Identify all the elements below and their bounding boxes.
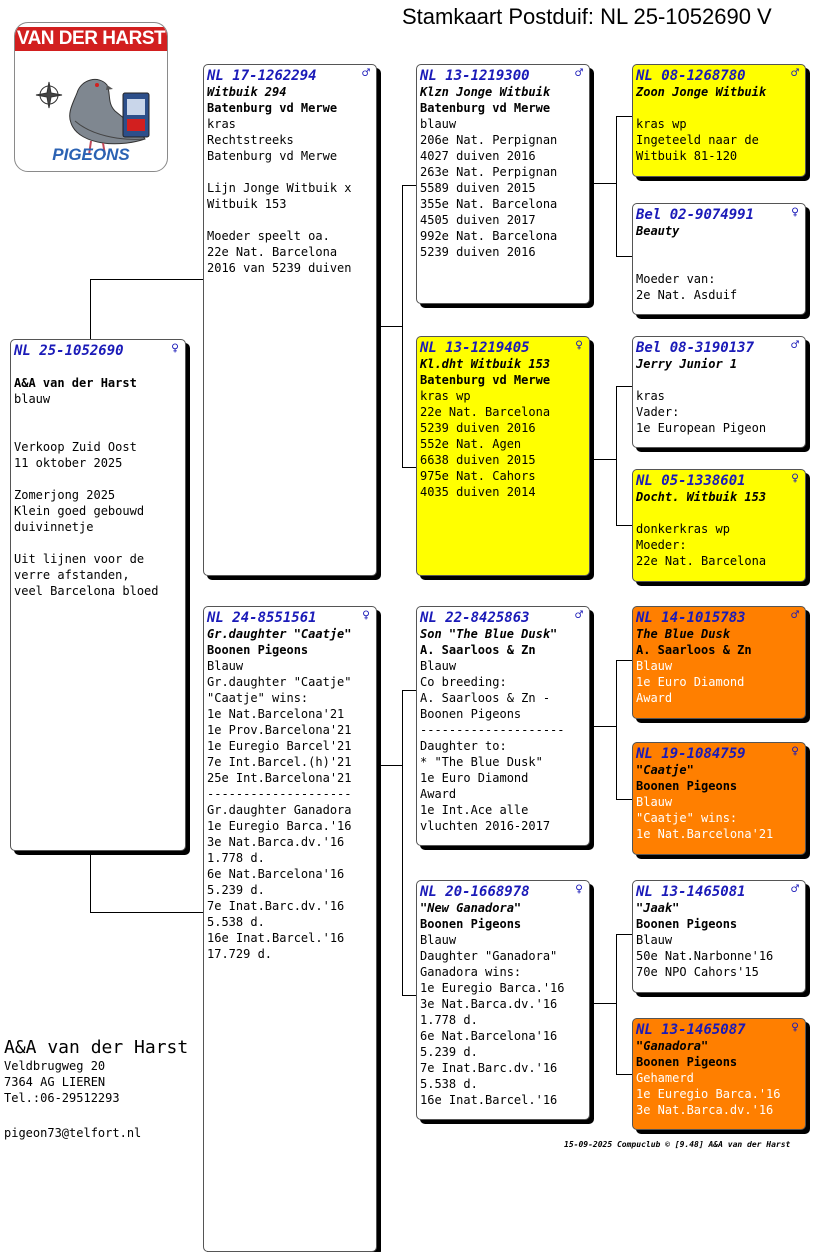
pigeon-info-line: 4027 duiven 2016 xyxy=(420,149,536,163)
pigeon-info-line: * "The Blue Dusk" xyxy=(420,755,543,769)
pigeon-name: Zoon Jonge Witbuik xyxy=(636,85,767,99)
pigeon-info-line: 4035 duiven 2014 xyxy=(420,485,536,499)
pigeon-info-line: Boonen Pigeons xyxy=(420,707,522,721)
pigeon-info-line: Witbuik 153 xyxy=(207,197,287,211)
pigeon-card-sds xyxy=(632,336,806,448)
connector-line xyxy=(90,912,204,913)
pigeon-info-line: Daughter to: xyxy=(420,739,507,753)
country-code: Bel xyxy=(636,207,662,223)
pigeon-info-line: 1e Euro Diamond xyxy=(636,675,745,689)
connector-line xyxy=(402,690,416,691)
pigeon-info-line: A. Saarloos & Zn - xyxy=(420,691,551,705)
owner-phone: Tel.:06-29512293 xyxy=(4,1091,120,1105)
sex-icon: ♀ xyxy=(171,341,179,356)
connector-line xyxy=(402,185,403,467)
breeder-name: A&A van der Harst xyxy=(14,376,137,390)
pigeon-name: The Blue Dusk xyxy=(636,627,730,641)
pigeon-info-line: Moeder van: xyxy=(636,272,716,286)
sex-icon: ♂ xyxy=(362,66,370,81)
pigeon-info-line: Batenburg vd Merwe xyxy=(207,149,338,163)
pigeon-card-sd xyxy=(416,336,590,576)
pigeon-info-line: 5.239 d. xyxy=(207,883,265,897)
connector-line xyxy=(376,765,402,766)
pigeon-info-line: Blauw xyxy=(420,659,457,673)
pigeon-info-line xyxy=(636,255,801,271)
sex-icon: ♂ xyxy=(791,66,799,81)
sex-icon: ♂ xyxy=(791,338,799,353)
ring-number: 02-9074991 xyxy=(669,207,755,223)
pigeon-ring xyxy=(636,473,801,489)
pigeon-ring xyxy=(636,610,801,626)
logo-bottom-text: PIGEONS xyxy=(52,145,130,164)
country-code: NL xyxy=(207,610,224,626)
pigeon-info-line xyxy=(14,359,181,375)
pigeon-info-line: Ingeteeld naar de xyxy=(636,133,759,147)
pigeon-info-line: 2e Nat. Asduif xyxy=(636,288,738,302)
pigeon-card-sss xyxy=(632,64,806,177)
pigeon-info-line: duivinnetje xyxy=(14,520,94,534)
country-code: NL xyxy=(420,884,437,900)
ring-number: 19-1084759 xyxy=(661,746,746,762)
logo-top-text: VAN DER HARST xyxy=(16,28,166,49)
pigeon-ring xyxy=(420,340,585,356)
pigeon-info-line: Uit lijnen voor de xyxy=(14,552,145,566)
pigeon-card-dss xyxy=(632,606,806,719)
country-code: NL xyxy=(420,68,437,84)
pigeon-ring xyxy=(420,884,585,900)
connector-line xyxy=(402,185,416,186)
pigeon-ring xyxy=(207,610,372,626)
ring-number: 17-1262294 xyxy=(232,68,317,84)
connector-line xyxy=(616,386,632,387)
pigeon-info-line: 7e Inat.Barc.dv.'16 xyxy=(207,899,345,913)
pigeon-info-line: 1e Nat.Barcelona'21 xyxy=(207,707,345,721)
pigeon-ring xyxy=(420,610,585,626)
pigeon-info-line: 3e Nat.Barca.dv.'16 xyxy=(207,835,345,849)
pigeon-info-line: -------------------- xyxy=(420,723,565,737)
breeder-name: Boonen Pigeons xyxy=(207,643,309,657)
pigeon-name: Docht. Witbuik 153 xyxy=(636,490,767,504)
pigeon-info-line xyxy=(14,423,181,439)
pigeon-info-line: 17.729 d. xyxy=(207,947,273,961)
pigeon-info-line: 16e Inat.Barcel.'16 xyxy=(420,1093,558,1107)
owner-email: pigeon73@telfort.nl xyxy=(4,1126,142,1140)
pigeon-info-line: Rechtstreeks xyxy=(207,133,294,147)
pigeon-info-line: Blauw xyxy=(636,795,673,809)
connector-line xyxy=(616,660,632,661)
connector-line xyxy=(90,279,204,280)
pigeon-info-line: 11 oktober 2025 xyxy=(14,456,123,470)
owner-name: A&A van der Harst xyxy=(4,1037,189,1058)
pigeon-info-line: 2016 van 5239 duiven xyxy=(207,261,352,275)
pigeon-info-line: 1.778 d. xyxy=(420,1013,478,1027)
breeder-name: Boonen Pigeons xyxy=(636,917,738,931)
ring-number: 05-1338601 xyxy=(661,473,746,489)
pigeon-info-line: Klein goed gebouwd xyxy=(14,504,145,518)
pigeon-card-ssd xyxy=(632,203,806,315)
ring-number: 25-1052690 xyxy=(39,343,124,359)
pigeon-name: Son "The Blue Dusk" xyxy=(420,627,558,641)
pigeon-info-line: 206e Nat. Perpignan xyxy=(420,133,558,147)
connector-line xyxy=(402,690,403,995)
pigeon-ring xyxy=(636,68,801,84)
pigeon-info-line: Ganadora wins: xyxy=(420,965,522,979)
pigeon-info-line: vluchten 2016-2017 xyxy=(420,819,551,833)
connector-line xyxy=(590,183,616,184)
pigeon-info-line xyxy=(207,212,372,228)
connector-line xyxy=(616,934,632,935)
pigeon-info-line: 6e Nat.Barcelona'16 xyxy=(420,1029,558,1043)
pigeon-card-ss xyxy=(416,64,590,304)
pigeon-info-line: Gehamerd xyxy=(636,1071,694,1085)
pigeon-info-line: 1e Euro Diamond xyxy=(420,771,529,785)
pigeon-ring xyxy=(636,746,801,762)
connector-line xyxy=(616,116,632,117)
pigeon-info-line: 355e Nat. Barcelona xyxy=(420,197,558,211)
pigeon-info-line: 6e Nat.Barcelona'16 xyxy=(207,867,345,881)
ring-number: 13-1219300 xyxy=(445,68,530,84)
connector-line xyxy=(616,799,632,800)
sex-icon: ♂ xyxy=(791,882,799,897)
pigeon-info-line: 1e Euregio Barca.'16 xyxy=(636,1087,781,1101)
pigeon-info-line xyxy=(14,471,181,487)
pigeon-card-ddd xyxy=(632,1018,806,1130)
pigeon-info-line: 1.778 d. xyxy=(207,851,265,865)
sex-icon: ♀ xyxy=(791,205,799,220)
pigeon-info-line: 25e Int.Barcelona'21 xyxy=(207,771,352,785)
logo xyxy=(14,22,168,172)
pigeon-info-line: Blauw xyxy=(636,659,673,673)
sex-icon: ♂ xyxy=(575,608,583,623)
pigeon-ring xyxy=(14,343,181,359)
pigeon-info-line: -------------------- xyxy=(207,787,352,801)
pigeon-name: "Ganadora" xyxy=(636,1039,709,1053)
pigeon-info-line: Witbuik 81-120 xyxy=(636,149,738,163)
country-code: NL xyxy=(636,68,653,84)
ring-number: 24-8551561 xyxy=(232,610,317,626)
connector-line xyxy=(90,852,91,912)
connector-line xyxy=(616,934,617,1074)
breeder-name: Boonen Pigeons xyxy=(420,917,522,931)
breeder-name: A. Saarloos & Zn xyxy=(636,643,752,657)
pigeon-info-line xyxy=(14,535,181,551)
pigeon-info-line: Lijn Jonge Witbuik x xyxy=(207,181,352,195)
connector-line xyxy=(402,467,416,468)
pigeon-info-line: blauw xyxy=(420,117,457,131)
pigeon-info-line: Moeder: xyxy=(636,538,687,552)
breeder-name: Batenburg vd Merwe xyxy=(207,101,338,115)
connector-line xyxy=(590,1003,616,1004)
pigeon-info-line: 5589 duiven 2015 xyxy=(420,181,536,195)
connector-line xyxy=(90,279,91,339)
country-code: NL xyxy=(636,473,653,489)
pigeon-info-line: 7e Inat.Barc.dv.'16 xyxy=(420,1061,558,1075)
pigeon-info-line: 5.538 d. xyxy=(207,915,265,929)
pigeon-info-line: 4505 duiven 2017 xyxy=(420,213,536,227)
country-code: NL xyxy=(636,746,653,762)
pigeon-info-line: 5239 duiven 2016 xyxy=(420,421,536,435)
ring-number: 22-8425863 xyxy=(445,610,530,626)
country-code: NL xyxy=(420,610,437,626)
pigeon-name: Witbuik 294 xyxy=(207,85,287,99)
connector-line xyxy=(590,726,616,727)
connector-line xyxy=(616,660,617,799)
pigeon-info-line: donkerkras wp xyxy=(636,522,730,536)
pigeon-card-dd xyxy=(416,880,590,1120)
connector-line xyxy=(402,995,416,996)
pigeon-info-line: 5.239 d. xyxy=(420,1045,478,1059)
pigeon-info-line: verre afstanden, xyxy=(14,568,130,582)
pigeon-ring xyxy=(207,68,372,84)
sex-icon: ♀ xyxy=(791,744,799,759)
ring-number: 14-1015783 xyxy=(661,610,746,626)
country-code: NL xyxy=(14,343,31,359)
pigeon-info-line: Daughter "Ganadora" xyxy=(420,949,558,963)
pigeon-card-sdd xyxy=(632,469,806,582)
footer-credit: 15-09-2025 Compuclub © [9.48] A&A van der Harst xyxy=(564,1140,791,1149)
connector-line xyxy=(616,1074,632,1075)
pigeon-info-line: 552e Nat. Agen xyxy=(420,437,522,451)
pigeon-ring xyxy=(636,884,801,900)
connector-line xyxy=(376,326,402,327)
pigeon-info-line: 1e European Pigeon xyxy=(636,421,767,435)
pigeon-info-line: 3e Nat.Barca.dv.'16 xyxy=(420,997,558,1011)
pigeon-card-main xyxy=(10,339,186,851)
pigeon-info-line: 1e Euregio Barca.'16 xyxy=(420,981,565,995)
pigeon-info-line: Gr.daughter "Caatje" xyxy=(207,675,352,689)
pigeon-info-line: Blauw xyxy=(636,933,673,947)
pigeon-ring xyxy=(636,340,801,356)
ring-number: 13-1219405 xyxy=(445,340,530,356)
pigeon-info-line: 22e Nat. Barcelona xyxy=(207,245,338,259)
country-code: NL xyxy=(636,610,653,626)
pigeon-info-line: 1e Prov.Barcelona'21 xyxy=(207,723,352,737)
pigeon-info-line: Blauw xyxy=(420,933,457,947)
ring-number: 13-1465081 xyxy=(661,884,746,900)
pigeon-info-line: 1e Euregio Barcel'21 xyxy=(207,739,352,753)
ring-number: 08-1268780 xyxy=(661,68,746,84)
country-code: Bel xyxy=(636,340,662,356)
pigeon-ring xyxy=(420,68,585,84)
pigeon-info-line: 975e Nat. Cahors xyxy=(420,469,536,483)
pigeon-info-line: kras xyxy=(207,117,236,131)
pigeon-info-line: 22e Nat. Barcelona xyxy=(636,554,767,568)
owner-address1: Veldbrugweg 20 xyxy=(4,1059,106,1073)
pigeon-info-line: kras wp xyxy=(420,389,471,403)
pigeon-info-line: 22e Nat. Barcelona xyxy=(420,405,551,419)
pigeon-info-line: 6638 duiven 2015 xyxy=(420,453,536,467)
connector-line xyxy=(616,525,632,526)
sex-icon: ♀ xyxy=(575,882,583,897)
pigeon-info-line: "Caatje" wins: xyxy=(207,691,309,705)
pigeon-name: Jerry Junior 1 xyxy=(636,357,738,371)
pigeon-name: Gr.daughter "Caatje" xyxy=(207,627,352,641)
country-code: NL xyxy=(420,340,437,356)
pigeon-info-line: 263e Nat. Perpignan xyxy=(420,165,558,179)
connector-line xyxy=(590,459,616,460)
connector-line xyxy=(616,386,617,525)
pigeon-info-line: 5239 duiven 2016 xyxy=(420,245,536,259)
pigeon-name: "Jaak" xyxy=(636,901,680,915)
pigeon-info-line: 50e Nat.Narbonne'16 xyxy=(636,949,774,963)
pigeon-card-sire xyxy=(203,64,377,576)
sex-icon: ♂ xyxy=(791,608,799,623)
pigeon-card-dds xyxy=(632,880,806,993)
pigeon-info-line xyxy=(636,505,801,521)
ring-number: 08-3190137 xyxy=(669,340,755,356)
pigeon-card-dam xyxy=(203,606,377,1252)
pigeon-info-line: 992e Nat. Barcelona xyxy=(420,229,558,243)
pigeon-info-line xyxy=(636,239,801,255)
pigeon-info-line: 1e Euregio Barca.'16 xyxy=(207,819,352,833)
country-code: NL xyxy=(636,884,653,900)
connector-line xyxy=(616,256,632,257)
pigeon-card-dsd xyxy=(632,742,806,855)
ring-number: 13-1465087 xyxy=(661,1022,746,1038)
pigeon-info-line: Verkoop Zuid Oost xyxy=(14,440,137,454)
pigeon-info-line: 1e Int.Ace alle xyxy=(420,803,529,817)
sex-icon: ♀ xyxy=(362,608,370,623)
breeder-name: Boonen Pigeons xyxy=(636,779,738,793)
pigeon-name: Klzn Jonge Witbuik xyxy=(420,85,551,99)
sex-icon: ♂ xyxy=(575,66,583,81)
pigeon-ring xyxy=(636,1022,801,1038)
pigeon-info-line xyxy=(636,372,801,388)
pigeon-info-line: 3e Nat.Barca.dv.'16 xyxy=(636,1103,774,1117)
pigeon-name: Beauty xyxy=(636,224,680,238)
pigeon-info-line: Blauw xyxy=(207,659,244,673)
ring-number: 20-1668978 xyxy=(445,884,530,900)
pigeon-info-line: Gr.daughter Ganadora xyxy=(207,803,352,817)
breeder-name: Batenburg vd Merwe xyxy=(420,373,551,387)
connector-line xyxy=(616,116,617,256)
pigeon-info-line: Award xyxy=(636,691,673,705)
pigeon-ring xyxy=(636,207,801,223)
sex-icon: ♀ xyxy=(791,471,799,486)
pigeon-name: Kl.dht Witbuik 153 xyxy=(420,357,551,371)
pigeon-info-line: 1e Nat.Barcelona'21 xyxy=(636,827,774,841)
pigeon-info-line: veel Barcelona bloed xyxy=(14,584,159,598)
pigeon-info-line: "Caatje" wins: xyxy=(636,811,738,825)
pigeon-info-line: 7e Int.Barcel.(h)'21 xyxy=(207,755,352,769)
pigeon-info-line: 5.538 d. xyxy=(420,1077,478,1091)
pigeon-info-line xyxy=(14,407,181,423)
pigeon-info-line: Vader: xyxy=(636,405,680,419)
sex-icon: ♀ xyxy=(575,338,583,353)
pigeon-info-line: 16e Inat.Barcel.'16 xyxy=(207,931,345,945)
pigeon-info-line: Moeder speelt oa. xyxy=(207,229,330,243)
owner-info xyxy=(4,1038,188,1106)
pigeon-info-line: Zomerjong 2025 xyxy=(14,488,116,502)
pigeon-info-line: Co breeding: xyxy=(420,675,507,689)
pigeon-info-line: Award xyxy=(420,787,457,801)
owner-address2: 7364 AG LIEREN xyxy=(4,1075,106,1089)
page-title: Stamkaart Postduif: NL 25-1052690 V xyxy=(402,4,772,29)
pigeon-info-line: kras wp xyxy=(636,117,687,131)
sex-icon: ♀ xyxy=(791,1020,799,1035)
pigeon-name: "Caatje" xyxy=(636,763,694,777)
pigeon-info-line: kras xyxy=(636,389,665,403)
pigeon-card-ds xyxy=(416,606,590,846)
breeder-name: Boonen Pigeons xyxy=(636,1055,738,1069)
pigeon-info-line xyxy=(636,100,801,116)
pigeon-info-line xyxy=(207,164,372,180)
pigeon-info-line: 70e NPO Cahors'15 xyxy=(636,965,759,979)
pigeon-name: "New Ganadora" xyxy=(420,901,522,915)
country-code: NL xyxy=(636,1022,653,1038)
country-code: NL xyxy=(207,68,224,84)
breeder-name: Batenburg vd Merwe xyxy=(420,101,551,115)
pigeon-info-line: blauw xyxy=(14,392,51,406)
breeder-name: A. Saarloos & Zn xyxy=(420,643,536,657)
